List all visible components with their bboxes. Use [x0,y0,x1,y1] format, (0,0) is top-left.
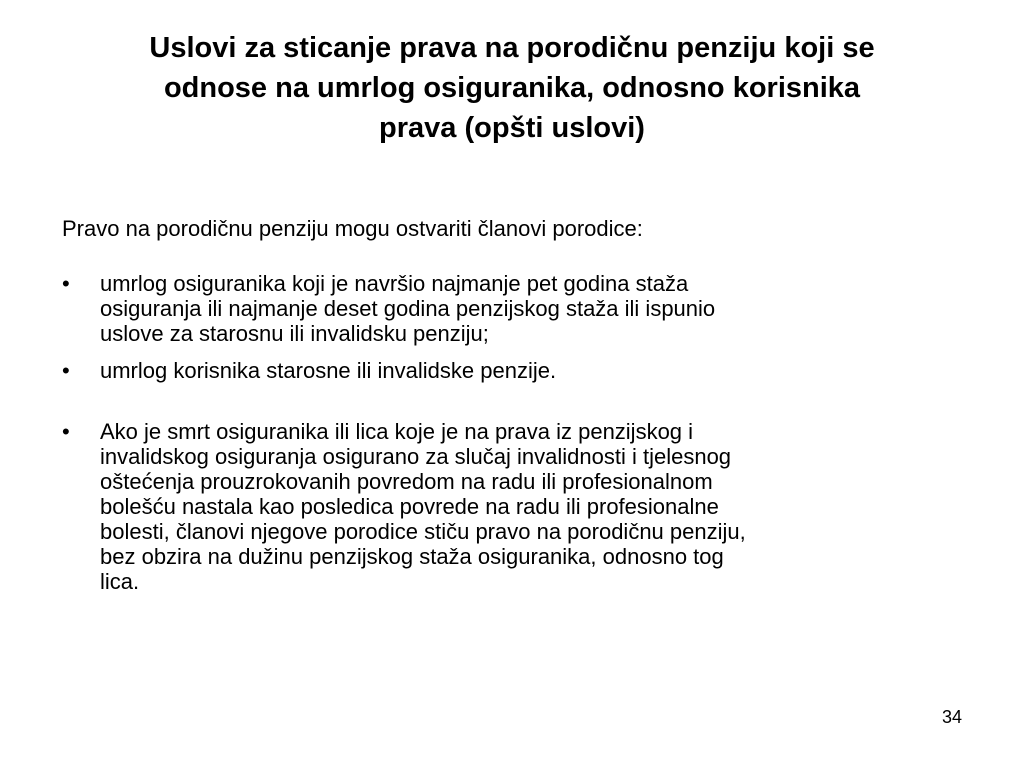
bullet-text-line: umrlog korisnika starosne ili invalidske penzije. [100,358,557,383]
bullet-icon: • [62,271,70,296]
page-number: 34 [941,707,962,727]
bullet-text-line: bez obzira na dužinu penzijskog staža osiguranika, odnosno tog [100,544,724,569]
bullet-list [62,271,962,594]
bullet-text-line: bolešću nastala kao posledica povrede na radu ili profesionalne [100,494,719,519]
bullet-text-line: oštećenja prouzrokovanih povredom na radu ili profesionalnom [100,469,713,494]
bullet-item-deceased-insured [62,271,962,346]
bullet-item-work-injury [62,419,962,594]
slide-body [62,216,962,606]
bullet-text-line: uslove za starosnu ili invalidsku penziju; [100,321,489,346]
bullet-text-line: osiguranja ili najmanje deset godina penzijskog staža ili ispunio [100,296,716,321]
bullet-text-line: umrlog osiguranika koji je navršio najmanje pet godina staža [100,271,689,296]
bullet-icon: • [62,419,70,444]
bullet-item-deceased-beneficiary [62,358,962,383]
bullet-text-line: Ako je smrt osiguranika ili lica koje je na prava iz penzijskog i [100,419,694,444]
bullet-text-line: bolesti, članovi njegove porodice stiču pravo na porodičnu penziju, [100,519,746,544]
bullet-text-line: lica. [100,569,140,594]
intro-text: Pravo na porodičnu penziju mogu ostvariti članovi porodice: [62,216,643,241]
bullet-icon: • [62,358,70,383]
bullet-text-line: invalidskog osiguranja osigurano za slučaj invalidnosti i tjelesnog [100,444,732,469]
slide-title-line: Uslovi za sticanje prava na porodičnu penziju koji se [149,32,875,64]
slide-title-line: prava (opšti uslovi) [379,112,645,144]
slide-title [60,28,964,148]
slide-title-line: odnose na umrlog osiguranika, odnosno korisnika [163,72,861,104]
